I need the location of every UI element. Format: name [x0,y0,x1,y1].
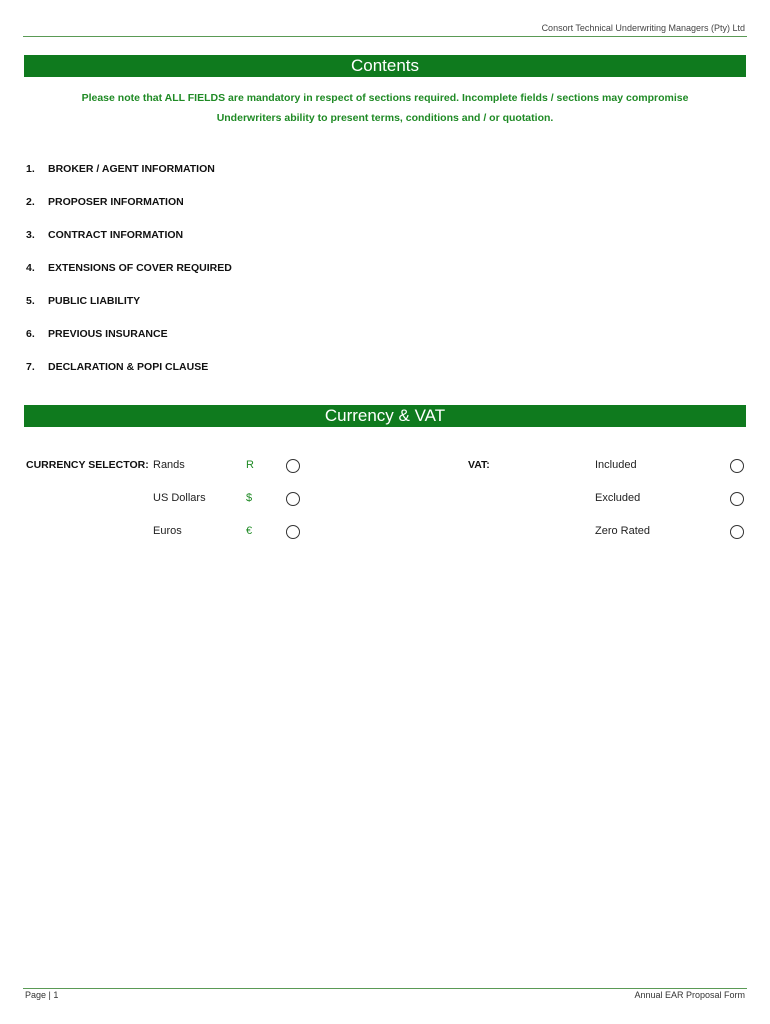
contents-section-title: Contents [24,55,746,77]
toc-number: 2. [26,196,35,208]
toc-label: PUBLIC LIABILITY [48,295,141,307]
toc-number: 3. [26,229,35,241]
toc-number: 7. [26,361,35,373]
currency-radio-us-dollars[interactable] [286,492,300,506]
toc-label: BROKER / AGENT INFORMATION [48,163,215,175]
vat-option-included: Included [595,459,637,471]
toc-item-declaration[interactable] [26,361,208,373]
toc-item-public-liability[interactable] [26,295,140,307]
header-divider [23,36,747,37]
toc-label: PREVIOUS INSURANCE [48,328,168,340]
toc-item-broker[interactable] [26,163,215,175]
company-name: Consort Technical Underwriting Managers (Pty) Ltd [541,23,745,33]
vat-radio-zero-rated[interactable] [730,525,744,539]
currency-radio-euros[interactable] [286,525,300,539]
mandatory-notice-line-2: Underwriters ability to present terms, conditions and / or quotation. [216,112,554,124]
vat-radio-excluded[interactable] [730,492,744,506]
toc-item-previous-insurance[interactable] [26,328,168,340]
toc-number: 6. [26,328,35,340]
currency-option-euros: Euros [153,525,182,537]
vat-option-excluded: Excluded [595,492,641,504]
form-name: Annual EAR Proposal Form [634,990,745,1000]
toc-label: DECLARATION & POPI CLAUSE [48,361,209,373]
currency-radio-rands[interactable] [286,459,300,473]
vat-label: VAT: [468,459,490,471]
currency-symbol-us-dollars: $ [246,492,253,504]
page-number: Page | 1 [25,990,59,1000]
toc-number: 1. [26,163,35,175]
currency-vat-section-title: Currency & VAT [24,405,746,427]
currency-option-us-dollars: US Dollars [153,492,206,504]
toc-item-proposer[interactable] [26,196,184,208]
footer-divider [23,988,747,989]
toc-label: PROPOSER INFORMATION [48,196,184,208]
currency-symbol-rands: R [246,459,254,471]
toc-item-extensions[interactable] [26,262,232,274]
toc-item-contract[interactable] [26,229,183,241]
toc-label: EXTENSIONS OF COVER REQUIRED [48,262,232,274]
mandatory-notice-line-1: Please note that ALL FIELDS are mandatory in respect of sections required. Incomplete fields / sections may compromise [81,92,689,104]
currency-selector-label: CURRENCY SELECTOR: [26,459,149,471]
toc-label: CONTRACT INFORMATION [48,229,184,241]
currency-symbol-euros: € [246,525,253,537]
vat-option-zero-rated: Zero Rated [595,525,651,537]
currency-option-rands: Rands [153,459,185,471]
toc-number: 5. [26,295,35,307]
vat-radio-included[interactable] [730,459,744,473]
toc-number: 4. [26,262,35,274]
